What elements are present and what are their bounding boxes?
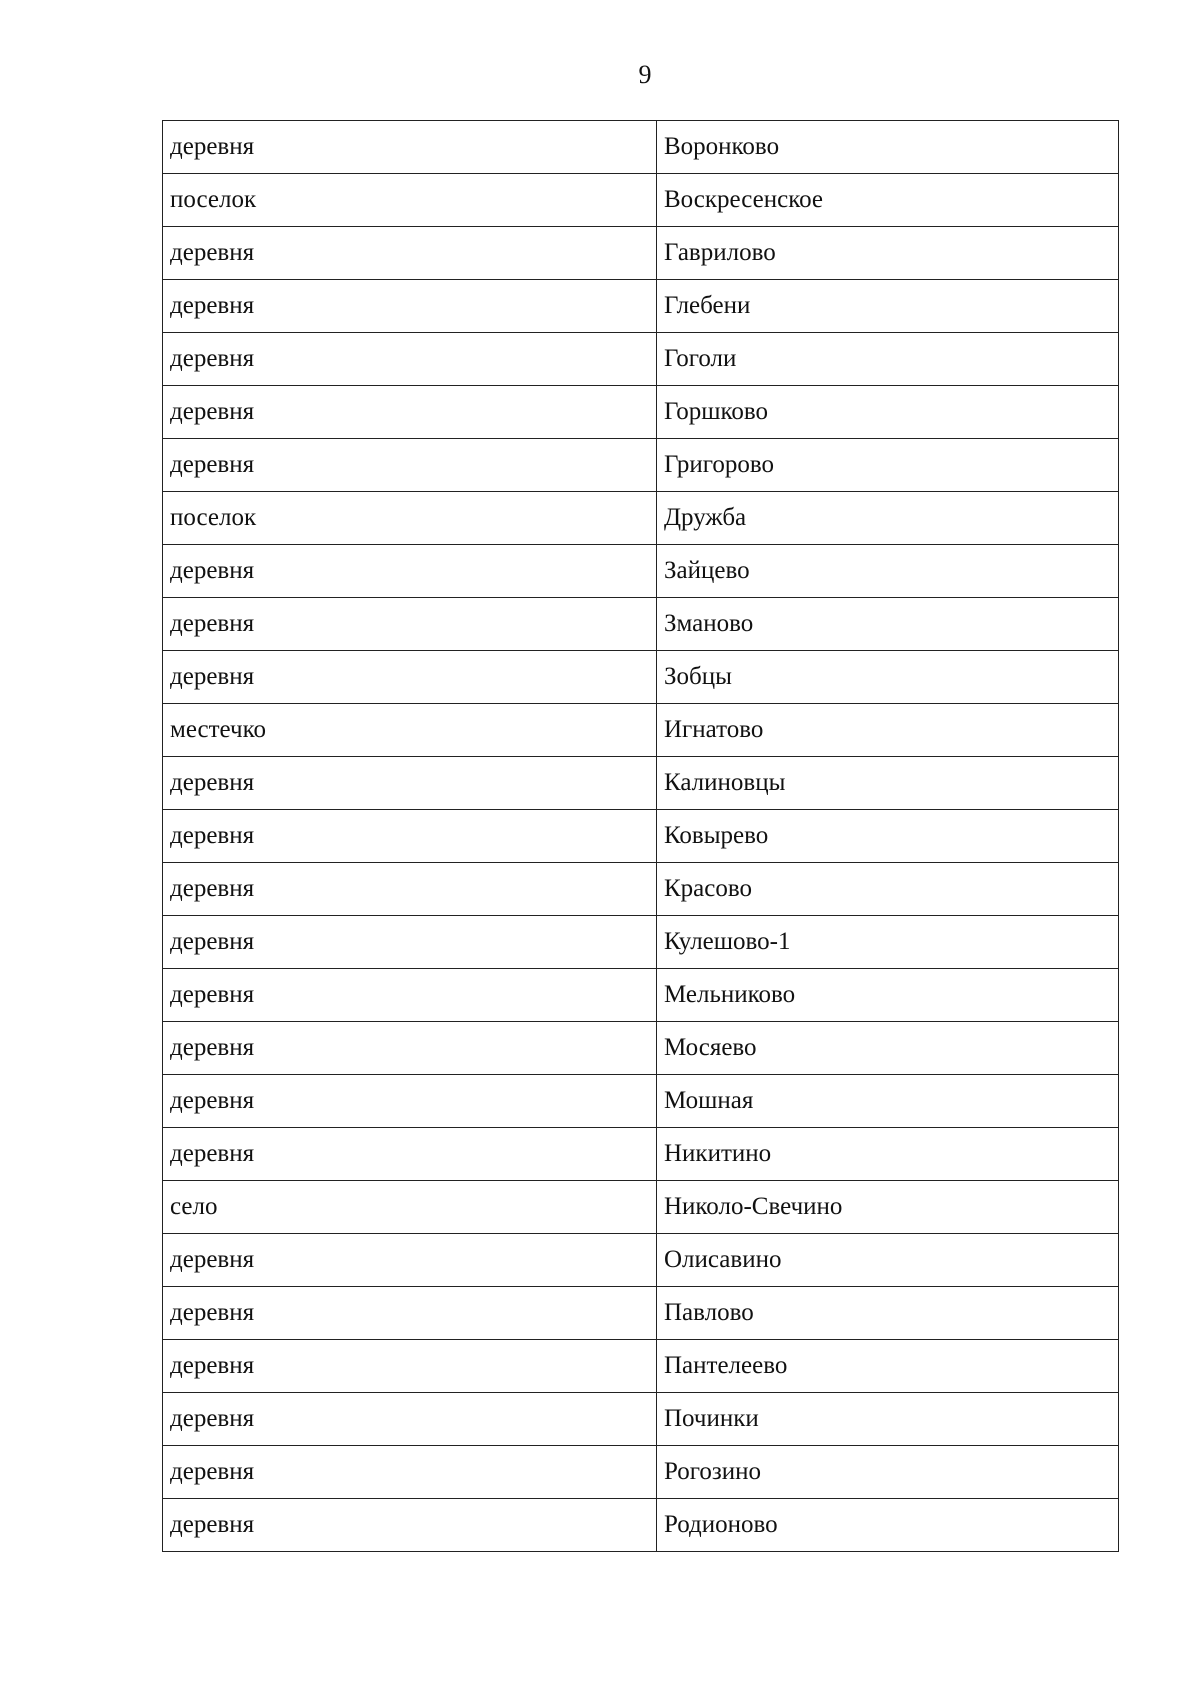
settlement-name-cell: Григорово (657, 439, 1119, 492)
settlement-type-cell: деревня (163, 651, 657, 704)
settlement-name-cell: Калиновцы (657, 757, 1119, 810)
settlement-name-cell: Воскресенское (657, 174, 1119, 227)
table-row (163, 1128, 1119, 1181)
settlement-name-cell: Зманово (657, 598, 1119, 651)
settlement-name-cell: Зайцево (657, 545, 1119, 598)
table-row (163, 492, 1119, 545)
settlement-type-cell: деревня (163, 1075, 657, 1128)
table-row (163, 704, 1119, 757)
settlement-type-cell: деревня (163, 1446, 657, 1499)
settlement-type-cell: деревня (163, 757, 657, 810)
settlement-type-cell: село (163, 1181, 657, 1234)
table-row (163, 969, 1119, 1022)
settlement-type-cell: местечко (163, 704, 657, 757)
table-row (163, 280, 1119, 333)
table-row (163, 598, 1119, 651)
settlement-type-cell: деревня (163, 1234, 657, 1287)
table-row (163, 545, 1119, 598)
settlement-name-cell: Родионово (657, 1499, 1119, 1552)
settlement-name-cell: Павлово (657, 1287, 1119, 1340)
settlement-type-cell: поселок (163, 174, 657, 227)
table-row (163, 1022, 1119, 1075)
settlement-name-cell: Мошная (657, 1075, 1119, 1128)
settlement-name-cell: Зобцы (657, 651, 1119, 704)
settlement-type-cell: поселок (163, 492, 657, 545)
table-row (163, 121, 1119, 174)
settlement-name-cell: Ковырево (657, 810, 1119, 863)
settlement-type-cell: деревня (163, 1340, 657, 1393)
settlement-type-cell: деревня (163, 280, 657, 333)
settlement-type-cell: деревня (163, 598, 657, 651)
settlement-name-cell: Пантелеево (657, 1340, 1119, 1393)
table-row (163, 1393, 1119, 1446)
table-row (163, 439, 1119, 492)
table-row (163, 810, 1119, 863)
settlement-type-cell: деревня (163, 916, 657, 969)
table-row (163, 916, 1119, 969)
table-row (163, 651, 1119, 704)
settlement-name-cell: Рогозино (657, 1446, 1119, 1499)
settlement-type-cell: деревня (163, 810, 657, 863)
table-row (163, 333, 1119, 386)
settlement-name-cell: Красово (657, 863, 1119, 916)
settlement-type-cell: деревня (163, 386, 657, 439)
settlement-name-cell: Мельниково (657, 969, 1119, 1022)
table-row (163, 227, 1119, 280)
settlement-name-cell: Никитино (657, 1128, 1119, 1181)
settlement-name-cell: Гоголи (657, 333, 1119, 386)
page-number: 9 (638, 60, 652, 89)
settlement-type-cell: деревня (163, 121, 657, 174)
settlement-name-cell: Игнатово (657, 704, 1119, 757)
settlement-type-cell: деревня (163, 545, 657, 598)
table-row (163, 1181, 1119, 1234)
settlement-type-cell: деревня (163, 1022, 657, 1075)
settlement-type-cell: деревня (163, 333, 657, 386)
settlement-name-cell: Воронково (657, 121, 1119, 174)
settlements-table (162, 120, 1119, 1552)
table-row (163, 863, 1119, 916)
settlement-name-cell: Горшково (657, 386, 1119, 439)
table-row (163, 1287, 1119, 1340)
settlement-name-cell: Николо-Свечино (657, 1181, 1119, 1234)
table-row (163, 174, 1119, 227)
table-row (163, 1499, 1119, 1552)
settlement-type-cell: деревня (163, 1128, 657, 1181)
table-row (163, 757, 1119, 810)
settlement-name-cell: Гаврилово (657, 227, 1119, 280)
table-row (163, 1075, 1119, 1128)
settlement-name-cell: Починки (657, 1393, 1119, 1446)
table-row (163, 1340, 1119, 1393)
settlement-type-cell: деревня (163, 1499, 657, 1552)
settlement-type-cell: деревня (163, 969, 657, 1022)
table-row (163, 1446, 1119, 1499)
settlement-type-cell: деревня (163, 1393, 657, 1446)
table-row (163, 386, 1119, 439)
settlement-type-cell: деревня (163, 439, 657, 492)
settlement-type-cell: деревня (163, 227, 657, 280)
settlement-name-cell: Мосяево (657, 1022, 1119, 1075)
settlement-name-cell: Глебени (657, 280, 1119, 333)
table-body (163, 121, 1119, 1552)
settlement-name-cell: Олисавино (657, 1234, 1119, 1287)
settlement-name-cell: Кулешово-1 (657, 916, 1119, 969)
settlement-type-cell: деревня (163, 863, 657, 916)
settlement-name-cell: Дружба (657, 492, 1119, 545)
table-row (163, 1234, 1119, 1287)
settlement-type-cell: деревня (163, 1287, 657, 1340)
